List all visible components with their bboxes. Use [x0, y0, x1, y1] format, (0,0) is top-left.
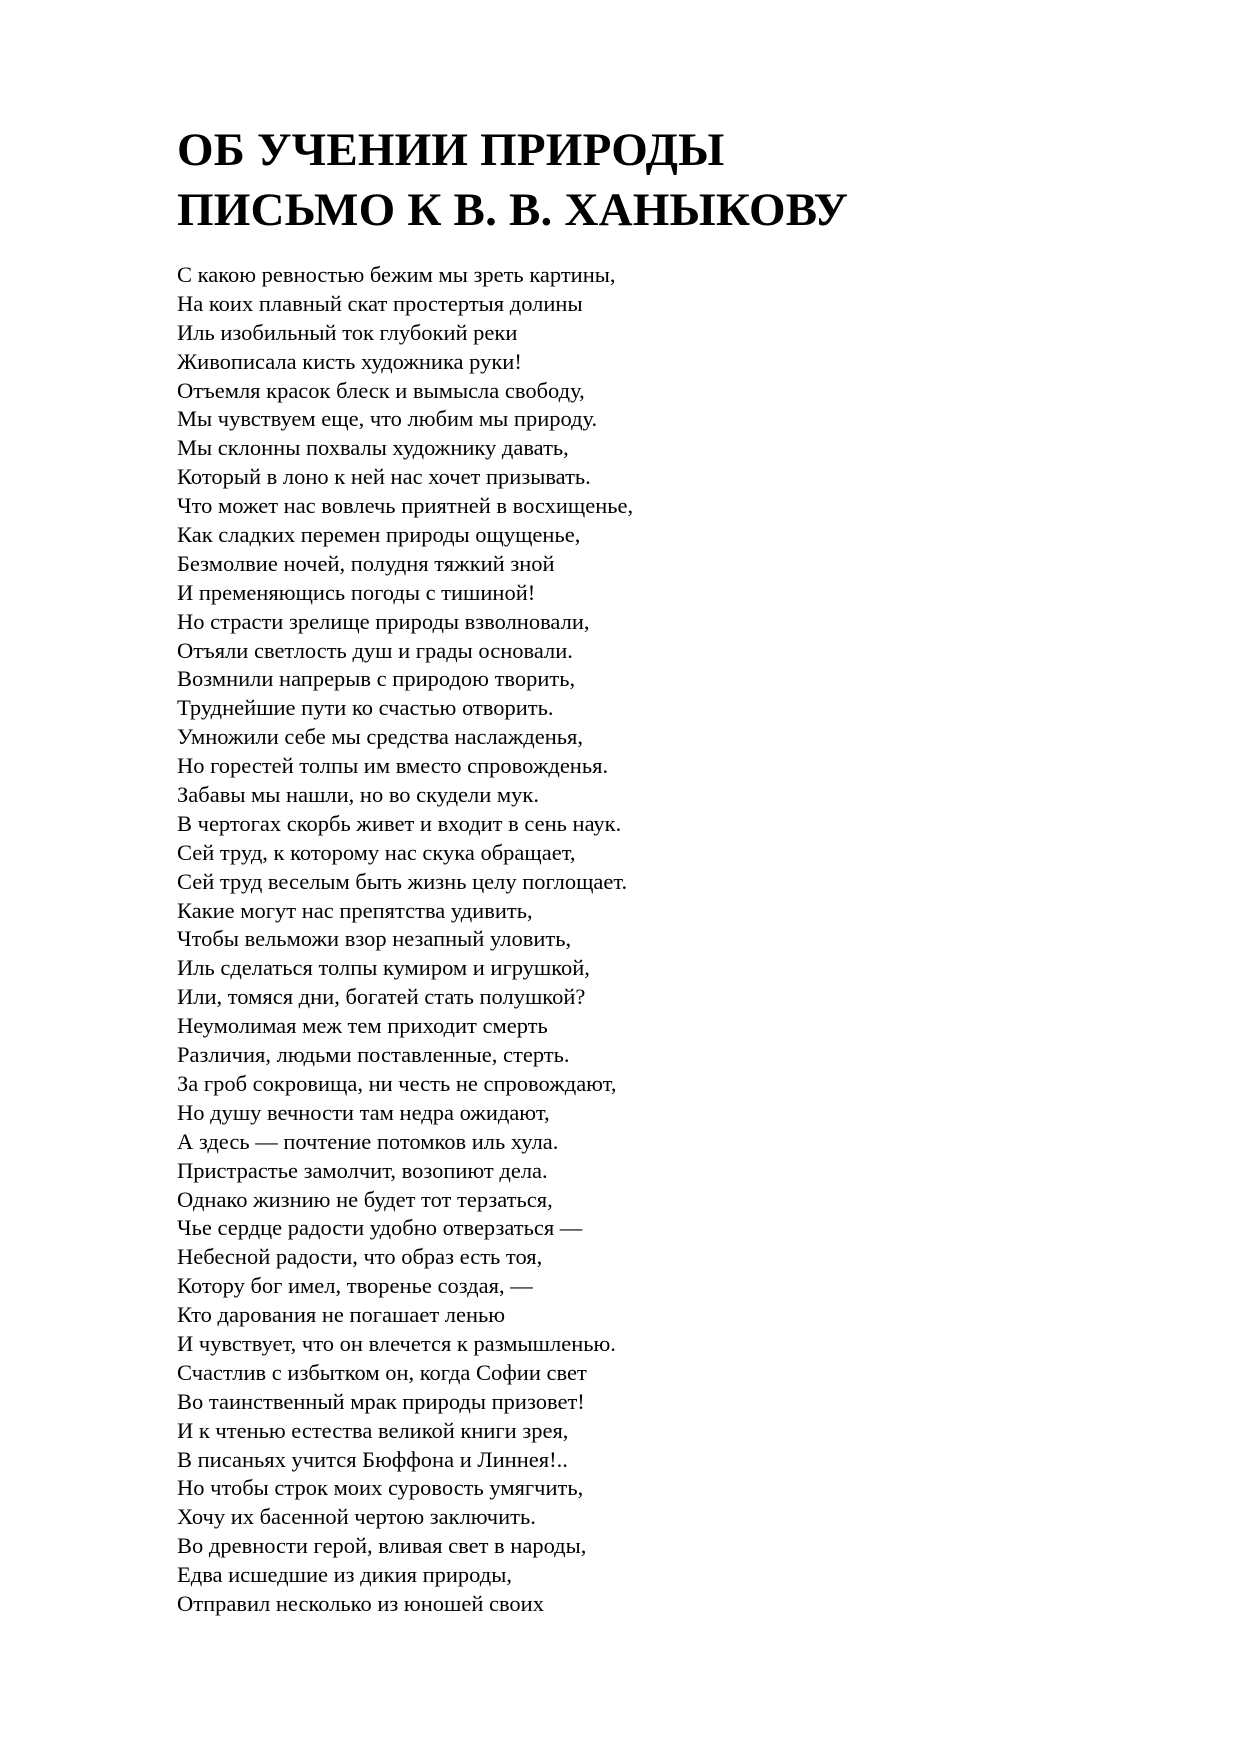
poem-line: Мы чувствуем еще, что любим мы природу.: [177, 406, 598, 432]
poem-text: [177, 261, 1177, 1619]
poem-line: Который в лоно к ней нас хочет призывать.: [177, 464, 591, 490]
poem-line: Иль изобильный ток глубокий реки: [177, 319, 518, 345]
poem-line: Но страсти зрелище природы взволновали,: [177, 608, 590, 634]
poem-line: Чье сердце радости удобно отверзаться —: [177, 1215, 583, 1241]
poem-line: Едва исшедшие из дикия природы,: [177, 1562, 512, 1588]
poem-line: И к чтенью естества великой книги зрея,: [177, 1417, 569, 1443]
poem-line: Однако жизнию не будет тот терзаться,: [177, 1186, 553, 1212]
poem-line: И пременяющись погоды с тишиной!: [177, 579, 536, 605]
poem-line: Забавы мы нашли, но во скудели мук.: [177, 782, 539, 808]
poem-line: Кто дарования не погашает ленью: [177, 1302, 506, 1328]
poem-line: Мы склонны похвалы художнику давать,: [177, 435, 569, 461]
poem-line: И чувствует, что он влечется к размышленью.: [177, 1330, 616, 1356]
poem-line: Но чтобы строк моих суровость умягчить,: [177, 1475, 584, 1501]
poem-line: С какою ревностью бежим мы зреть картины,: [177, 262, 616, 287]
poem-line: Труднейшие пути ко счастью отворить.: [177, 695, 554, 721]
poem-line: Чтобы вельможи взор незапный уловить,: [177, 926, 572, 952]
poem-line: Или, томяся дни, богатей стать полушкой?: [177, 984, 586, 1010]
poem-line: Котору бог имел, творенье создая, —: [177, 1273, 533, 1299]
poem-line: А здесь — почтение потомков иль хула.: [177, 1128, 559, 1154]
poem-line: Безмолвие ночей, полудня тяжкий зной: [177, 550, 555, 576]
poem-line: В писаньях учится Бюффона и Линнея!..: [177, 1446, 568, 1472]
poem-line: Возмнили напрерыв с природою творить,: [177, 666, 576, 692]
poem-line: Во таинственный мрак природы призовет!: [177, 1388, 585, 1414]
poem-line: Иль сделаться толпы кумиром и игрушкой,: [177, 955, 590, 981]
page-title: [177, 120, 1177, 240]
poem-line: Во древности герой, вливая свет в народы,: [177, 1533, 587, 1559]
poem-line: Сей труд, к которому нас скука обращает,: [177, 839, 576, 865]
poem-line: Различия, людьми поставленные, стерть.: [177, 1042, 570, 1068]
poem-line: Отправил несколько из юношей своих: [177, 1590, 544, 1616]
poem-line: Небесной радости, что образ есть тоя,: [177, 1244, 543, 1270]
poem-line: Живописала кисть художника руки!: [177, 348, 522, 374]
poem-line: Пристрастье замолчит, возопиют дела.: [177, 1157, 548, 1183]
poem-line: В чертогах скорбь живет и входит в сень наук.: [177, 810, 622, 836]
poem-line: За гроб сокровища, ни честь не спровождают,: [177, 1070, 617, 1096]
poem-line: Что может нас вовлечь приятней в восхищенье,: [177, 493, 634, 519]
poem-line: Хочу их басенной чертою заключить.: [177, 1504, 536, 1530]
title-line: ПИСЬМО К В. В. ХАНЫКОВУ: [177, 184, 849, 236]
poem-line: Но горестей толпы им вместо спровожденья.: [177, 753, 609, 779]
poem-line: Отъемля красок блеск и вымысла свободу,: [177, 377, 585, 403]
poem-line: На коих плавный скат простертыя долины: [177, 290, 583, 316]
title-line: ОБ УЧЕНИИ ПРИРОДЫ: [177, 124, 725, 176]
poem-line: Но душу вечности там недра ожидают,: [177, 1099, 550, 1125]
poem-line: Как сладких перемен природы ощущенье,: [177, 522, 581, 548]
poem-line: Отъяли светлость душ и грады основали.: [177, 637, 573, 663]
poem-line: Сей труд веселым быть жизнь целу поглощает.: [177, 868, 628, 894]
poem-line: Умножили себе мы средства наслажденья,: [177, 724, 584, 750]
poem-line: Неумолимая меж тем приходит смерть: [177, 1013, 548, 1039]
poem-line: Счастлив с избытком он, когда Софии свет: [177, 1359, 587, 1385]
poem-line: Какие могут нас препятства удивить,: [177, 897, 533, 923]
